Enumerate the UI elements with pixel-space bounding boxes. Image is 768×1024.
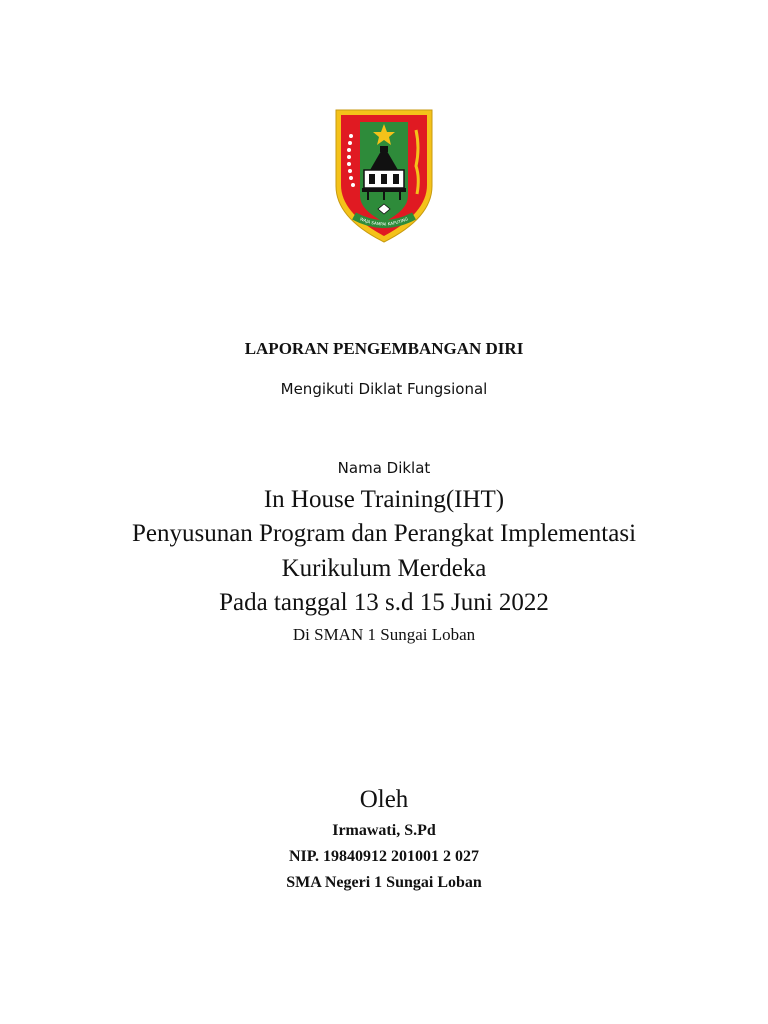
training-line-3: Kurikulum Merdeka bbox=[281, 555, 487, 582]
training-line-1: In House Training(IHT) bbox=[263, 486, 505, 513]
training-line-2: Penyusunan Program dan Perangkat Implementasi bbox=[131, 520, 637, 547]
by-label: Oleh bbox=[359, 786, 409, 813]
author-name: Irmawati, S.Pd bbox=[332, 822, 436, 839]
author-school: SMA Negeri 1 Sungai Loban bbox=[286, 874, 482, 891]
training-venue: Di SMAN 1 Sungai Loban bbox=[292, 625, 476, 644]
training-date: Pada tanggal 13 s.d 15 Juni 2022 bbox=[219, 589, 549, 616]
training-name-label: Nama Diklat bbox=[337, 459, 431, 477]
emblem-motto: WAJA SAMPAI KAPUTING bbox=[359, 216, 409, 227]
coat-of-arms-emblem bbox=[334, 108, 434, 244]
report-subtitle: Mengikuti Diklat Fungsional bbox=[280, 380, 488, 398]
report-title: LAPORAN PENGEMBANGAN DIRI bbox=[244, 339, 524, 358]
author-nip: NIP. 19840912 201001 2 027 bbox=[288, 848, 480, 865]
